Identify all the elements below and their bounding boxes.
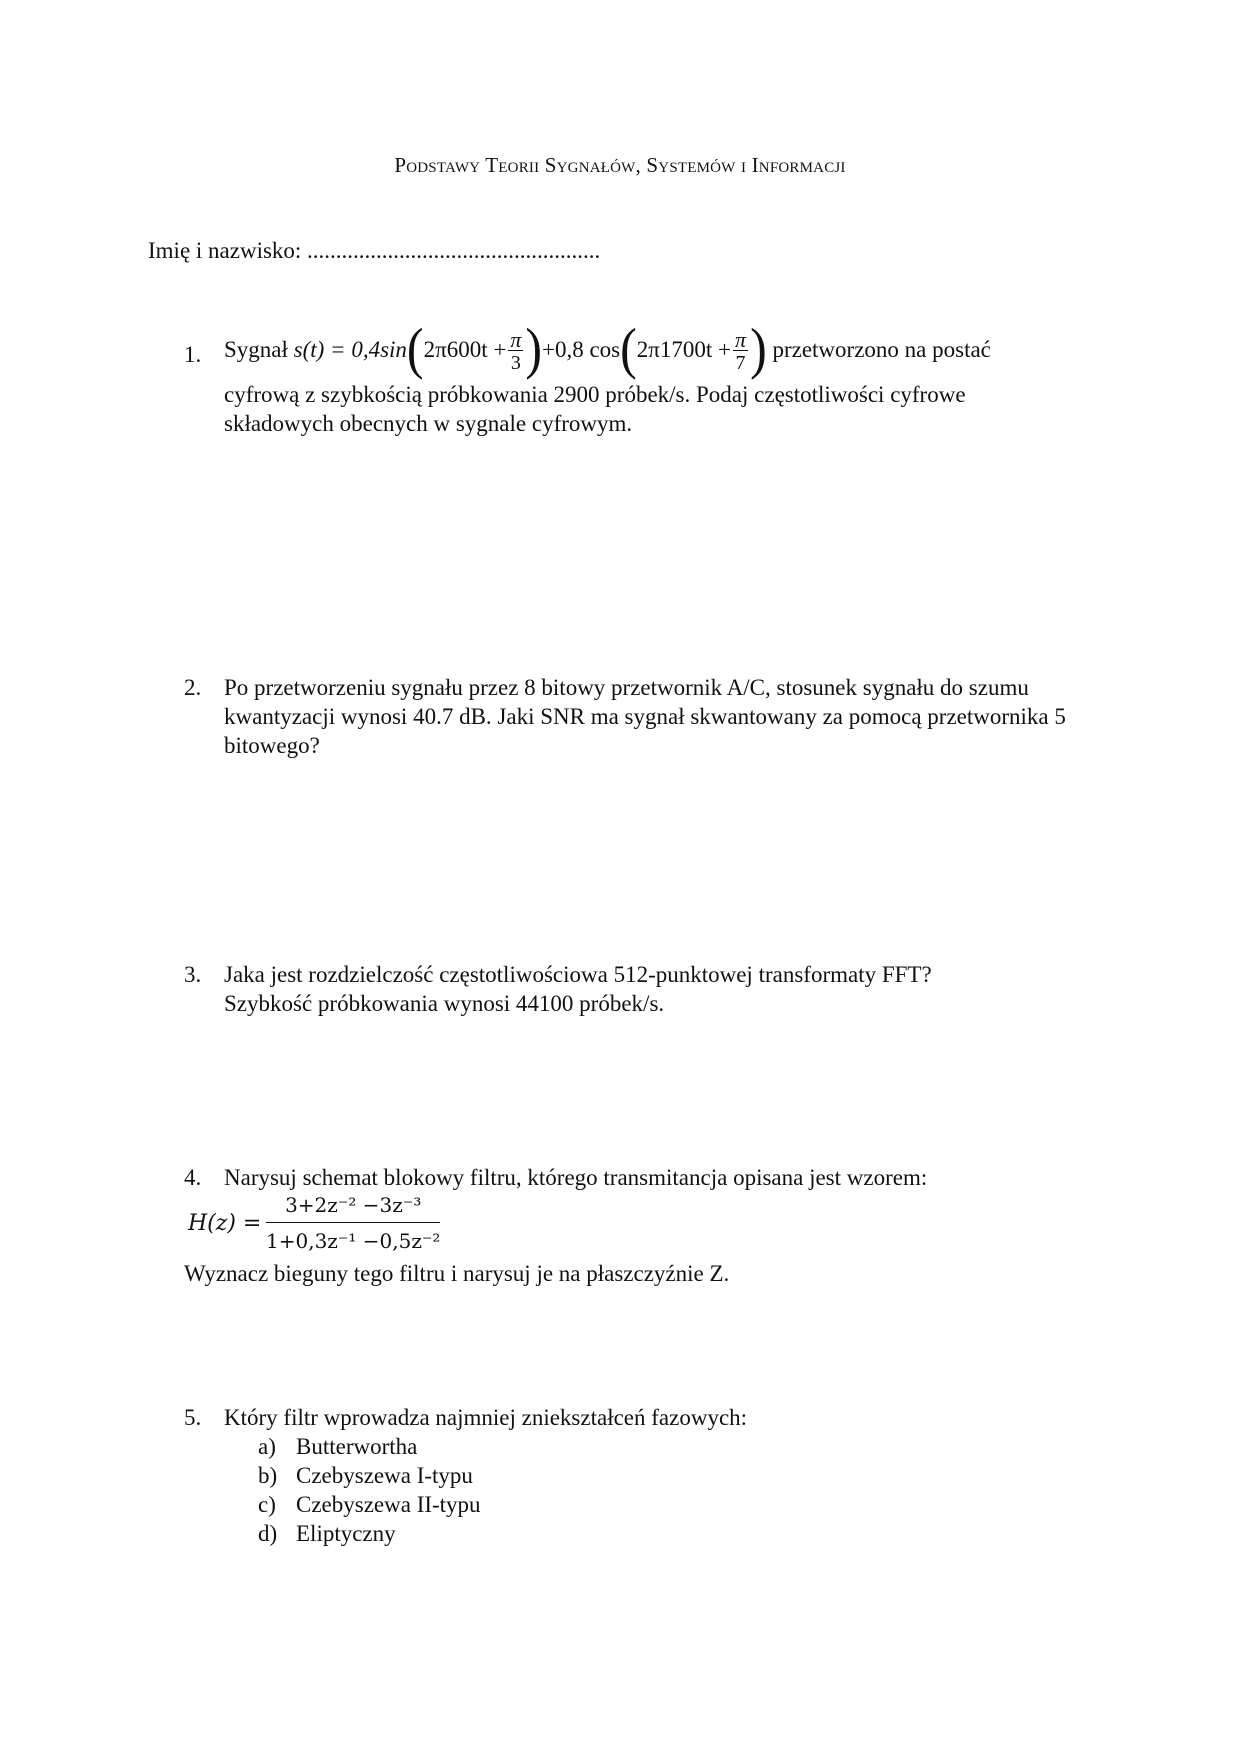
option-d-label: d)	[258, 1521, 278, 1546]
option-a-label: a)	[258, 1434, 276, 1459]
question-1-number: 1.	[184, 342, 202, 367]
transfer-function-denominator: 1+0,3z⁻¹ −0,5z⁻²	[266, 1229, 441, 1253]
question-2-text: Po przetworzeniu sygnału przez 8 bitowy przetwornik A/C, stosunek sygnału do szumu kwantyzacji wynosi 40.7 dB. Jaki SNR ma sygnał skwantowany za pomocą przetwornika 5 bitowego?	[224, 675, 1066, 758]
question-5	[184, 1403, 1064, 1548]
name-field: Imię i nazwisko: ...................................................	[148, 238, 601, 263]
fraction-pi-3: $\frac{\pi}{3}$	[510, 327, 522, 374]
option-b	[258, 1461, 1064, 1490]
answer-options	[258, 1432, 1064, 1548]
transfer-function-numerator: 3+2z⁻² −3z⁻³	[266, 1191, 440, 1223]
question-3-number: 3.	[184, 962, 202, 987]
right-paren-2: )	[750, 315, 767, 380]
question-4-after: Wyznacz bieguny tego filtru i narysuj je na płaszczyźnie Z.	[184, 1261, 730, 1286]
left-paren-1: (	[406, 315, 424, 380]
question-1	[184, 315, 1064, 438]
option-a	[258, 1432, 1064, 1461]
option-b-label: b)	[258, 1463, 278, 1488]
question-4-number: 4.	[184, 1165, 202, 1190]
formula-lhs: s(t) = 0,4sin	[293, 336, 407, 362]
formula-arg-1: 2π600t +	[423, 336, 507, 362]
option-b-text: Czebyszewa I-typu	[296, 1463, 473, 1488]
option-c-label: c)	[258, 1492, 276, 1517]
signal-formula	[293, 315, 773, 380]
question-1-after: przetworzono na postać	[772, 336, 991, 362]
transfer-function-lhs: H(z) =	[188, 1211, 262, 1236]
option-d	[258, 1519, 1064, 1548]
option-d-text: Eliptyczny	[296, 1521, 396, 1546]
option-c	[258, 1490, 1064, 1519]
question-1-rest: cyfrową z szybkością próbkowania 2900 próbek/s. Podaj częstotliwości cyfrowe składowych obecnych w sygnale cyfrowym.	[224, 382, 966, 436]
option-a-text: Butterwortha	[296, 1434, 418, 1459]
question-1-body	[224, 315, 1064, 438]
question-1-intro: Sygnał	[224, 336, 288, 362]
question-1-formula-line	[224, 315, 1064, 380]
question-5-text: Który filtr wprowadza najmniej zniekształceń fazowych:	[224, 1405, 748, 1430]
option-c-text: Czebyszewa II-typu	[296, 1492, 481, 1517]
transfer-function-fraction	[266, 1191, 440, 1256]
left-paren-2: (	[620, 315, 637, 380]
question-5-number: 5.	[184, 1405, 202, 1430]
question-2	[184, 673, 1064, 760]
formula-arg-2: 2π1700t +	[636, 336, 732, 362]
question-2-number: 2.	[184, 675, 202, 700]
document-title: Podstawy Teorii Sygnałów, Systemów i Informacji	[394, 153, 846, 177]
right-paren-1: )	[525, 315, 542, 380]
question-4-text: Narysuj schemat blokowy filtru, którego transmitancja opisana jest wzorem:	[224, 1165, 928, 1190]
question-3-text: Jaka jest rozdzielczość częstotliwościowa 512-punktowej transformaty FFT? Szybkość próbkowania wynosi 44100 próbek/s.	[224, 962, 932, 1016]
formula-mid: +0,8 cos	[542, 336, 621, 362]
fraction-pi-7: $\frac{\pi}{7}$	[735, 327, 747, 374]
question-3	[184, 960, 1064, 1018]
question-4	[184, 1163, 1064, 1192]
